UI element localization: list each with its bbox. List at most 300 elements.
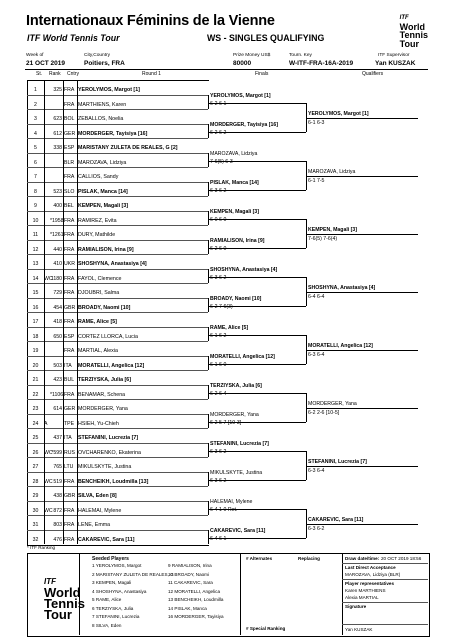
footer-logo-line3: Tour <box>44 607 72 622</box>
player-country: FRA <box>64 348 75 354</box>
footer-rule-4 <box>342 624 428 625</box>
replacing-label: Replacing <box>298 556 320 561</box>
alternates-label: # Alternates <box>246 556 273 561</box>
player-rank: 423 <box>53 377 62 383</box>
bracket-line <box>208 385 209 400</box>
round2-score: 6-2 6-2 <box>210 129 227 136</box>
round2-score: 6-2 6-4 <box>210 390 227 397</box>
player-name: CALLIOS, Sandy <box>78 174 119 180</box>
round2-score: 6-4 1-0 Ret. <box>210 506 238 513</box>
column-line <box>63 80 64 544</box>
draw-position: 7 <box>34 174 37 180</box>
draw-position: 31 <box>32 522 39 528</box>
round2-score: 6-4 6-1 <box>210 535 227 542</box>
player-name: MAROZAVA, Lidziya <box>78 159 127 166</box>
row-divider <box>27 414 208 415</box>
row-divider <box>27 457 208 458</box>
seed-entry: 6 TERZIYSKA, Julia <box>92 605 134 611</box>
signature-label: Signature <box>345 604 367 609</box>
bracket-line <box>208 269 209 284</box>
footer-logo-itf: ITF <box>44 577 56 586</box>
player-name: KEMPEN, Magali [3] <box>78 203 129 209</box>
row-divider <box>27 138 208 139</box>
round2-score: 6-2 6-1 <box>210 100 227 107</box>
bracket-line <box>208 211 209 226</box>
seed-entry: 12 MORATELLI, Angelica <box>168 588 221 594</box>
player-country: BEL <box>64 203 74 209</box>
round2-winner: MIKULSKYTE, Justina <box>210 469 263 476</box>
player-country: ITA <box>64 362 72 369</box>
player-country: TPE <box>64 420 75 427</box>
player-country: FRA <box>64 391 75 398</box>
player-rank: 418 <box>53 319 62 325</box>
bracket-line <box>208 182 209 197</box>
bracket-line <box>306 161 307 190</box>
player-name: DURY, Mathilde <box>78 232 116 238</box>
player-rank: 614 <box>53 406 62 412</box>
draw-position: 28 <box>32 478 39 485</box>
draw-position: 22 <box>32 391 39 398</box>
round2-winner: CAKAREVIC, Sara [11] <box>210 527 266 534</box>
player-country: BLR <box>64 159 75 166</box>
player-rank: *599 <box>51 449 62 456</box>
player-country: FRA <box>64 246 75 253</box>
player-rank: 650 <box>53 333 62 340</box>
player-rank: 612 <box>53 130 62 137</box>
player-rank: *1106 <box>50 391 64 398</box>
row-divider <box>27 327 208 328</box>
round2-score: 6-3 6-2 <box>210 448 227 455</box>
entry-status: WC <box>44 275 53 282</box>
round2-winner: MORATELLI, Angelica [12] <box>210 353 275 360</box>
player-country: GER <box>64 406 76 412</box>
draw-position: 3 <box>34 116 37 122</box>
player-rank: 523 <box>53 188 62 195</box>
player-country: FRA <box>64 536 75 543</box>
seed-entry: 5 RAME, Alice <box>92 597 122 602</box>
row-divider <box>27 95 208 96</box>
player-name: RAME, Alice [5] <box>78 319 117 325</box>
logo-line3: Tour <box>399 38 419 49</box>
player-name: SHOSHYNA, Anastasiya [4] <box>78 261 147 267</box>
draw-position: 21 <box>32 377 39 383</box>
player-rank: *1958 <box>50 217 64 224</box>
round2-score: 6-0 6-0 <box>210 216 227 223</box>
seeded-title: Seeded Players <box>92 556 129 562</box>
player-rank: 400 <box>53 203 62 209</box>
city-label: City,Country <box>84 53 111 58</box>
player-country: FRA <box>64 174 75 180</box>
player-rank: 437 <box>53 435 62 441</box>
player-rank: 519 <box>53 478 62 485</box>
draw-position: 18 <box>32 333 39 340</box>
lda-label: Last Direct Acceptance <box>345 565 396 570</box>
seed-entry: 13 BENCHEIKH, Loudmilla <box>168 597 224 602</box>
draw-position: 4 <box>34 130 37 137</box>
seed-entry: 4 SHOSHYNA, Anastasiya <box>92 588 147 594</box>
bracket-line <box>306 219 307 248</box>
round2-winner: KEMPEN, Magali [3] <box>210 208 260 215</box>
draw-position: 8 <box>34 188 37 195</box>
itf-logo-top <box>400 14 428 48</box>
seed-entry: 9 RAMIALISON, Irina <box>168 563 212 568</box>
qualifier-score: 6-3 6-4 <box>308 352 325 359</box>
player-name: MARISTANY ZULETA DE REALES, G [2] <box>78 145 178 151</box>
player-name: LENE, Emma <box>78 522 111 528</box>
footer-rule-1 <box>342 563 428 564</box>
bracket-line <box>208 153 209 168</box>
round2-score: 6-2 6-0 <box>210 245 227 252</box>
player-country: FRA <box>64 507 75 514</box>
entry-status: WC <box>44 507 53 514</box>
player-country: FRA <box>64 522 75 528</box>
entry-status: WC <box>44 449 53 456</box>
player-name: BENAMAR, Schena <box>78 391 126 398</box>
round2-winner: MORDERGER, Tayisiya [16] <box>210 121 278 128</box>
rep-2: Alexia MARTIAL <box>345 595 379 600</box>
qualifier-name: MAROZAVA, Lidziya <box>308 169 356 176</box>
qualifier-score: 6-1 7-5 <box>308 178 325 185</box>
bracket-line <box>306 103 307 132</box>
draw-position: 6 <box>34 159 37 166</box>
tournament-title: Internationaux Féminins de la Vienne <box>26 13 275 29</box>
tour-subtitle: ITF World Tennis Tour <box>27 33 120 43</box>
prize-value: 80000 <box>233 60 252 67</box>
player-country: ITA <box>64 435 72 441</box>
bracket-line <box>208 501 209 516</box>
footer-logo-line2: Tennis <box>44 596 85 611</box>
bracket-line <box>208 240 209 255</box>
round2-score: 7-6(5) 6-3 <box>210 158 233 165</box>
player-country: GBR <box>64 304 76 311</box>
qualifier-score: 6-4 6-4 <box>308 294 325 301</box>
player-name: MORDERGER, Tayisiya [16] <box>78 130 148 137</box>
draw-position: 17 <box>32 319 39 325</box>
player-name: MORATELLI, Angelica [12] <box>78 362 145 369</box>
entry-status: WC <box>44 478 53 485</box>
player-name: SILVA, Eden [8] <box>78 493 117 499</box>
row-divider <box>27 225 208 226</box>
qualifier-score: 6-1 6-3 <box>308 120 325 127</box>
draw-position: 20 <box>32 362 39 369</box>
round2-winner: SHOSHYNA, Anastasiya [4] <box>210 266 278 273</box>
round2-score: 6-2 5-7 [10-3] <box>210 419 242 426</box>
bracket-line <box>208 443 209 458</box>
player-rank: 503 <box>53 362 62 369</box>
logo-line2: Tennis <box>399 30 428 40</box>
qualifier-name: MORATELLI, Angelica [12] <box>308 343 373 350</box>
row-divider <box>27 153 208 154</box>
row-divider <box>27 428 208 429</box>
seed-entry: 7 STEFANINI, Lucrezia <box>92 614 140 619</box>
seed-entry: 16 MORDERGER, Tayisiya <box>168 614 224 619</box>
bracket-line <box>208 124 209 139</box>
player-name: CORTEZ LLORCA, Lucia <box>78 333 138 340</box>
player-country: BUL <box>64 377 75 383</box>
row-divider <box>27 298 208 299</box>
tourn-key-value: W-ITF-FRA-16A-2019 <box>289 60 354 67</box>
player-rank: 325 <box>53 87 62 93</box>
bracket-line <box>208 356 209 371</box>
round2-winner: PISLAK, Manca [14] <box>210 179 259 186</box>
col-st: St. <box>36 71 43 77</box>
draw-date-label: Draw date/time: <box>345 556 380 561</box>
row-divider <box>27 196 208 197</box>
qualifier-line <box>306 524 418 525</box>
column-line <box>77 80 78 544</box>
bracket-line <box>306 393 307 422</box>
player-rank: 438 <box>53 493 62 499</box>
round2-winner: BROADY, Naomi [10] <box>210 295 262 302</box>
draw-position: 30 <box>32 507 39 514</box>
supervisor-label: ITF Supervisor <box>378 53 410 58</box>
col-qualifiers: Qualifiers <box>362 71 384 77</box>
draw-position: 11 <box>32 232 39 238</box>
supervisor-value: Yan KUSZAK <box>375 60 416 67</box>
col-cntry: Cntry <box>67 71 79 77</box>
player-country: FRA <box>64 290 75 296</box>
draw-position: 5 <box>34 145 37 151</box>
signature-value: Yan KUSZAK <box>345 627 373 632</box>
player-name: MARTIAL, Alexia <box>78 348 118 354</box>
city-value: Poitiers, FRA <box>84 60 125 67</box>
bracket-line <box>208 472 209 487</box>
qualifier-name: SHOSHYNA, Anastasiya [4] <box>308 285 376 292</box>
row-divider <box>27 501 208 502</box>
player-name: CAKAREVIC, Sara [11] <box>78 536 135 543</box>
seed-entry: 14 PISLAK, Manca <box>168 605 207 611</box>
player-name: BENCHEIKH, Loudmilla [13] <box>78 478 149 485</box>
footer-rule-3 <box>342 602 428 603</box>
row-divider <box>27 109 208 110</box>
qualifier-line <box>306 408 418 409</box>
row-divider <box>27 167 208 168</box>
row-divider <box>27 356 208 357</box>
player-name: HSIEH, Yu-Chieh <box>78 420 119 427</box>
draw-date-value: 20 OCT 2019 18:56 <box>381 556 422 561</box>
row-divider <box>27 370 208 371</box>
draw-position: 25 <box>32 435 39 441</box>
player-country: FRA <box>64 478 75 485</box>
player-country: GER <box>64 130 76 137</box>
col-round1: Round 1 <box>142 71 161 77</box>
player-name: TERZIYSKA, Julia [6] <box>78 377 131 383</box>
player-country: FRA <box>64 101 75 108</box>
row-divider <box>27 124 208 125</box>
seed-entry: 10 BROADY, Naomi <box>168 571 210 577</box>
qualifier-score: 6-3 6-4 <box>308 468 325 475</box>
player-rank: 454 <box>53 304 62 311</box>
player-country: FRA <box>64 87 75 93</box>
player-rank: 803 <box>53 522 62 528</box>
header-rule <box>25 69 428 70</box>
player-name: PISLAK, Manca [14] <box>78 188 128 195</box>
qualifier-line <box>306 466 418 467</box>
col-finals: Finals <box>255 71 269 77</box>
prize-label: Prize Money US$ <box>233 53 271 58</box>
player-name: STEFANINI, Lucrezia [7] <box>78 435 139 441</box>
player-name: MORDERGER, Yana <box>78 406 128 412</box>
round2-winner: MAROZAVA, Lidziya <box>210 150 258 157</box>
logo-line1: World <box>399 21 425 32</box>
draw-position: 1 <box>34 87 37 93</box>
round2-winner: STEFANINI, Lucrezia [7] <box>210 440 269 447</box>
qualifier-name: STEFANINI, Lucrezia [7] <box>308 459 367 466</box>
player-country: RUS <box>64 449 75 456</box>
qualifier-name: MORDERGER, Yana <box>308 401 357 408</box>
draw-position: 29 <box>32 493 39 499</box>
draw-position: 13 <box>32 261 39 267</box>
draw-position: 2 <box>34 101 37 108</box>
player-name: HALEMAI, Mylene <box>78 507 122 514</box>
player-rank: *1261 <box>50 232 64 238</box>
itf-ranking-note: * ITF Ranking <box>27 545 56 550</box>
player-name: OVCHARENKO, Ekaterina <box>78 449 141 456</box>
qualifier-line <box>306 292 418 293</box>
player-country: SLO <box>64 188 75 195</box>
round2-winner: MORDERGER, Yana <box>210 411 259 418</box>
player-rank: 872 <box>53 507 62 514</box>
logo-itf-text: ITF <box>399 15 409 21</box>
player-country: FRA <box>64 319 75 325</box>
draw-position: 12 <box>32 246 39 253</box>
footer-divider-3 <box>342 553 343 635</box>
bracket-line <box>306 277 307 306</box>
bracket-line <box>306 335 307 364</box>
player-name: DJOUBRI, Salma <box>78 290 120 296</box>
seed-entry: 3 KEMPEN, Magali <box>92 580 132 585</box>
row-divider <box>27 385 208 386</box>
row-divider <box>27 240 208 241</box>
player-name: MIKULSKYTE, Justina <box>78 464 132 470</box>
round2-winner: HALEMAI, Mylene <box>210 498 253 505</box>
row-divider <box>27 211 208 212</box>
round2-winner: TERZIYSKA, Julia [6] <box>210 382 262 389</box>
bracket-line <box>306 451 307 480</box>
entry-status: A <box>44 420 48 427</box>
round2-winner: RAMIALISON, Irina [9] <box>210 237 265 244</box>
round2-score: 6-2 7-6(3) <box>210 303 233 310</box>
qualifier-score: 6-2 2-6 [10-5] <box>308 410 340 417</box>
qualifier-name: KEMPEN, Magali [3] <box>308 227 358 234</box>
row-divider <box>27 486 208 487</box>
player-country: GBR <box>64 493 76 499</box>
player-name: ZEBALLOS, Noelia <box>78 116 124 122</box>
draw-position: 24 <box>32 420 39 427</box>
player-rank: 623 <box>53 116 62 122</box>
round2-winner: RAME, Alice [5] <box>210 324 249 331</box>
player-name: FAYOL, Clemence <box>78 275 122 282</box>
player-rank: 440 <box>53 246 62 253</box>
tourn-key-label: Tourn. Key <box>289 53 312 58</box>
bracket-line <box>208 414 209 429</box>
row-divider <box>27 515 208 516</box>
itf-logo-footer <box>44 576 85 620</box>
row-divider <box>27 530 208 531</box>
col-rank: Rank <box>49 71 61 77</box>
draw-position: 16 <box>32 304 39 311</box>
event-name: WS - SINGLES QUALIFYING <box>207 33 325 43</box>
qualifier-line <box>306 118 418 119</box>
qualifier-name: YEROLYMOS, Margot [1] <box>308 111 369 118</box>
seed-entry: 11 CAKAREVIC, Sara <box>168 580 213 585</box>
draw-position: 10 <box>32 217 39 224</box>
round2-winner: YEROLYMOS, Margot [1] <box>210 92 271 99</box>
draw-position: 27 <box>32 464 39 470</box>
row-divider <box>27 254 208 255</box>
bracket-line <box>208 298 209 313</box>
player-rank: 765 <box>53 464 62 470</box>
row-divider <box>27 283 208 284</box>
player-rank: 410 <box>53 261 62 267</box>
rep-label: Player representatives <box>345 581 395 586</box>
qualifier-score: 6-3 6-2 <box>308 526 325 533</box>
qualifier-score: 7-6(5) 7-6(4) <box>308 236 338 243</box>
rep-1: Karen MARTHIENS <box>345 588 386 593</box>
qualifier-line <box>306 350 418 351</box>
player-country: ESP <box>64 333 75 340</box>
week-of-label: Week of <box>26 53 44 58</box>
player-name: YEROLYMOS, Margot [1] <box>78 87 140 93</box>
player-country: ESP <box>64 145 75 151</box>
player-name: RAMIREZ, Evita <box>78 217 117 224</box>
player-country: LTU <box>64 464 74 470</box>
row-divider <box>27 472 208 473</box>
footer-rule-2 <box>342 579 428 580</box>
draw-position: 19 <box>32 348 39 354</box>
seed-entry: 8 SILVA, Eden <box>92 622 122 628</box>
lda-value: MAROZAVA, Lidziya (BLR) <box>345 572 401 577</box>
draw-position: 14 <box>32 275 39 282</box>
draw-position: 26 <box>32 449 39 456</box>
player-country: UKR <box>64 261 75 267</box>
seed-entry: 1 YEROLYMOS, Margot <box>92 563 142 568</box>
draw-position: 9 <box>34 203 37 209</box>
row-divider <box>27 443 208 444</box>
round2-score: 6-3 6-2 <box>210 477 227 484</box>
column-line <box>44 80 45 544</box>
draw-position: 32 <box>32 536 39 543</box>
bracket-line <box>306 509 307 538</box>
player-country: FRA <box>64 275 75 282</box>
footer-divider-2 <box>240 553 241 635</box>
player-rank: 1180 <box>50 275 62 282</box>
row-divider <box>27 341 208 342</box>
round2-score: 6-3 6-2 <box>210 274 227 281</box>
player-name: MARTHIENS, Karen <box>78 101 127 108</box>
bracket-line <box>208 327 209 342</box>
row-divider <box>27 399 208 400</box>
round2-score: 6-1 6-2 <box>210 332 227 339</box>
qualifier-line <box>306 176 418 177</box>
player-name: BROADY, Naomi [10] <box>78 304 131 311</box>
round2-score: 6-1 6-0 <box>210 361 227 368</box>
row-divider <box>27 182 208 183</box>
draw-position: 15 <box>32 290 39 296</box>
player-country: FRA <box>64 232 75 238</box>
draw-position: 23 <box>32 406 39 412</box>
player-rank: 476 <box>53 536 62 543</box>
row-divider <box>27 312 208 313</box>
row-divider <box>27 269 208 270</box>
qualifier-name: CAKAREVIC, Sara [11] <box>308 517 364 524</box>
player-country: BOL <box>64 116 75 122</box>
footer-logo-line1: World <box>44 585 81 600</box>
round2-score: 6-3 6-2 <box>210 187 227 194</box>
player-rank: 338 <box>53 145 62 151</box>
bracket-line <box>208 95 209 110</box>
seed-entry: 2 MARISTANY ZULETA DE REALES, G <box>92 571 174 577</box>
